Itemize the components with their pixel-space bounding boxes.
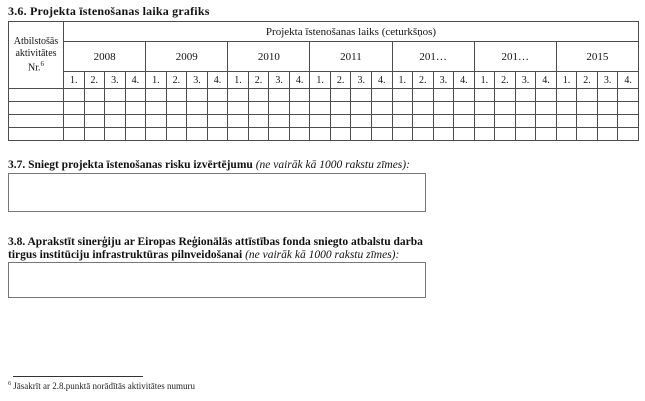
- table-row: [9, 102, 639, 115]
- quarter-cell[interactable]: [269, 128, 290, 141]
- footnote-text: Jāsakrīt ar 2.8.punktā norādītās aktivitātes numuru: [13, 381, 195, 391]
- quarter-cell[interactable]: [146, 102, 167, 115]
- quarter-header: 4.: [536, 72, 557, 89]
- section-3-7-title-bold: 3.7. Sniegt projekta īstenošanas risku izvērtējumu: [8, 159, 253, 171]
- quarter-cell[interactable]: [577, 115, 598, 128]
- synergy-description-textbox[interactable]: [8, 262, 426, 298]
- quarter-cell[interactable]: [105, 128, 126, 141]
- quarter-cell[interactable]: [495, 115, 516, 128]
- quarter-cell[interactable]: [310, 89, 331, 102]
- quarter-cell[interactable]: [187, 102, 208, 115]
- quarter-header: 1.: [310, 72, 331, 89]
- table-row: [9, 89, 639, 102]
- quarter-cell[interactable]: [454, 102, 475, 115]
- quarter-cell[interactable]: [474, 115, 495, 128]
- quarter-cell[interactable]: [289, 115, 310, 128]
- quarter-header: 2.: [495, 72, 516, 89]
- quarter-cell[interactable]: [351, 128, 372, 141]
- quarter-cell[interactable]: [474, 128, 495, 141]
- quarter-cell[interactable]: [515, 102, 536, 115]
- quarter-cell[interactable]: [597, 89, 618, 102]
- quarter-cell[interactable]: [64, 115, 85, 128]
- footnote-separator: [13, 376, 143, 377]
- quarter-cell[interactable]: [556, 115, 577, 128]
- quarter-cell[interactable]: [556, 102, 577, 115]
- quarter-cell[interactable]: [433, 128, 454, 141]
- quarter-header: 2.: [577, 72, 598, 89]
- quarter-header: 1.: [146, 72, 167, 89]
- quarter-cell[interactable]: [330, 128, 351, 141]
- quarter-cell[interactable]: [228, 102, 249, 115]
- quarter-cell[interactable]: [166, 102, 187, 115]
- footnote-ref: 6: [8, 380, 12, 387]
- activity-number-cell[interactable]: [9, 102, 64, 115]
- quarter-cell[interactable]: [166, 128, 187, 141]
- quarter-cell[interactable]: [454, 115, 475, 128]
- quarter-cell[interactable]: [207, 89, 228, 102]
- quarter-cell[interactable]: [371, 115, 392, 128]
- section-3-8-title: [8, 236, 438, 262]
- quarter-cell[interactable]: [392, 89, 413, 102]
- quarter-cell[interactable]: [269, 115, 290, 128]
- section-3-7-title-note: (ne vairāk kā 1000 rakstu zīmes):: [255, 159, 410, 171]
- quarter-header: 2.: [413, 72, 434, 89]
- section-3-6-title: 3.6. Projekta īstenošanas laika grafiks: [8, 4, 210, 18]
- quarter-cell[interactable]: [577, 89, 598, 102]
- quarter-cell[interactable]: [64, 128, 85, 141]
- quarter-cell[interactable]: [536, 89, 557, 102]
- quarter-cell[interactable]: [248, 128, 269, 141]
- quarter-cell[interactable]: [413, 89, 434, 102]
- quarter-cell[interactable]: [618, 128, 639, 141]
- section-3-8-title-line2: tirgus institūciju infrastruktūras pilnveidošanai: [8, 249, 243, 261]
- quarter-cell[interactable]: [125, 128, 146, 141]
- quarter-cell[interactable]: [392, 102, 413, 115]
- quarter-cell[interactable]: [597, 128, 618, 141]
- quarter-cell[interactable]: [495, 102, 516, 115]
- quarter-cell[interactable]: [105, 89, 126, 102]
- quarter-cell[interactable]: [392, 128, 413, 141]
- quarter-cell[interactable]: [207, 102, 228, 115]
- quarter-cell[interactable]: [289, 128, 310, 141]
- quarter-header: 3.: [351, 72, 372, 89]
- quarter-header: 3.: [105, 72, 126, 89]
- quarter-cell[interactable]: [371, 89, 392, 102]
- quarter-cell[interactable]: [556, 128, 577, 141]
- quarter-cell[interactable]: [84, 102, 105, 115]
- quarter-cell[interactable]: [187, 115, 208, 128]
- quarter-header: 3.: [187, 72, 208, 89]
- activity-number-cell[interactable]: [9, 115, 64, 128]
- quarter-cell[interactable]: [125, 89, 146, 102]
- quarter-header: 3.: [597, 72, 618, 89]
- quarter-header: 2.: [248, 72, 269, 89]
- footnote: [8, 380, 195, 391]
- quarter-cell[interactable]: [392, 115, 413, 128]
- quarter-cell[interactable]: [105, 115, 126, 128]
- year-header: 2009: [146, 42, 228, 72]
- quarter-header: 1.: [474, 72, 495, 89]
- quarter-cell[interactable]: [187, 89, 208, 102]
- quarter-cell[interactable]: [618, 102, 639, 115]
- quarter-header: 1.: [556, 72, 577, 89]
- quarter-cell[interactable]: [64, 102, 85, 115]
- year-header: 2011: [310, 42, 392, 72]
- quarter-cell[interactable]: [433, 115, 454, 128]
- quarter-cell[interactable]: [536, 102, 557, 115]
- quarter-cell[interactable]: [577, 128, 598, 141]
- quarter-cell[interactable]: [536, 128, 557, 141]
- quarter-cell[interactable]: [84, 89, 105, 102]
- quarter-cell[interactable]: [84, 115, 105, 128]
- activity-number-header: Atbilstošās aktivitātes Nr.$^6$: [9, 22, 64, 89]
- quarter-header: 4.: [289, 72, 310, 89]
- quarter-cell[interactable]: [207, 115, 228, 128]
- quarter-header: 4.: [454, 72, 475, 89]
- quarter-cell[interactable]: [454, 89, 475, 102]
- quarter-cell[interactable]: [269, 89, 290, 102]
- quarter-cell[interactable]: [536, 115, 557, 128]
- quarter-cell[interactable]: [433, 102, 454, 115]
- quarter-cell[interactable]: [597, 115, 618, 128]
- quarter-header: 1.: [228, 72, 249, 89]
- quarter-cell[interactable]: [371, 128, 392, 141]
- quarter-cell[interactable]: [310, 128, 331, 141]
- quarter-cell[interactable]: [187, 128, 208, 141]
- quarter-cell[interactable]: [166, 89, 187, 102]
- quarter-cell[interactable]: [413, 115, 434, 128]
- year-header: 201…: [392, 42, 474, 72]
- quarter-cell[interactable]: [474, 102, 495, 115]
- quarter-cell[interactable]: [64, 89, 85, 102]
- activity-number-cell[interactable]: [9, 128, 64, 141]
- quarter-header: 4.: [618, 72, 639, 89]
- year-header: 201…: [474, 42, 556, 72]
- quarter-cell[interactable]: [495, 89, 516, 102]
- year-header: 2008: [64, 42, 146, 72]
- quarter-cell[interactable]: [515, 89, 536, 102]
- quarter-cell[interactable]: [125, 115, 146, 128]
- quarter-header: 2.: [166, 72, 187, 89]
- quarter-cell[interactable]: [474, 89, 495, 102]
- quarter-cell[interactable]: [495, 128, 516, 141]
- quarter-header: 4.: [371, 72, 392, 89]
- quarter-cell[interactable]: [515, 128, 536, 141]
- quarter-header: 1.: [392, 72, 413, 89]
- quarter-cell[interactable]: [146, 89, 167, 102]
- timeline-header: Projekta īstenošanas laiks (ceturkšņos): [64, 22, 639, 42]
- quarter-header: 4.: [207, 72, 228, 89]
- quarter-cell[interactable]: [248, 89, 269, 102]
- quarter-cell[interactable]: [289, 102, 310, 115]
- quarter-cell[interactable]: [577, 102, 598, 115]
- risk-assessment-textbox[interactable]: [8, 173, 426, 212]
- quarter-cell[interactable]: [618, 89, 639, 102]
- quarter-cell[interactable]: [351, 115, 372, 128]
- quarter-cell[interactable]: [515, 115, 536, 128]
- quarter-header: 2.: [84, 72, 105, 89]
- schedule-table: [8, 21, 639, 141]
- activity-number-cell[interactable]: [9, 89, 64, 102]
- quarter-header: 4.: [125, 72, 146, 89]
- quarter-cell[interactable]: [105, 102, 126, 115]
- quarter-cell[interactable]: [248, 115, 269, 128]
- quarter-cell[interactable]: [556, 89, 577, 102]
- section-3-8-title-line1: 3.8. Aprakstīt sinerģiju ar Eiropas Reģionālās attīstības fonda sniegto atbalstu darba: [8, 236, 423, 248]
- quarter-cell[interactable]: [207, 128, 228, 141]
- footnote-ref-marker: 6: [40, 59, 44, 68]
- quarter-header: 3.: [515, 72, 536, 89]
- quarter-cell[interactable]: [84, 128, 105, 141]
- quarter-cell[interactable]: [166, 115, 187, 128]
- year-header: 2015: [556, 42, 638, 72]
- quarter-cell[interactable]: [413, 102, 434, 115]
- quarter-header: 3.: [433, 72, 454, 89]
- section-3-7-title: [8, 159, 608, 171]
- table-row: [9, 115, 639, 128]
- quarter-cell[interactable]: [228, 89, 249, 102]
- year-header: 2010: [228, 42, 310, 72]
- quarter-cell[interactable]: [351, 89, 372, 102]
- quarter-cell[interactable]: [597, 102, 618, 115]
- quarter-cell[interactable]: [228, 115, 249, 128]
- quarter-cell[interactable]: [351, 102, 372, 115]
- quarter-cell[interactable]: [330, 89, 351, 102]
- quarter-cell[interactable]: [248, 102, 269, 115]
- quarter-cell[interactable]: [454, 128, 475, 141]
- quarter-header: 1.: [64, 72, 85, 89]
- quarter-cell[interactable]: [330, 115, 351, 128]
- quarter-cell[interactable]: [310, 102, 331, 115]
- quarter-cell[interactable]: [413, 128, 434, 141]
- quarter-cell[interactable]: [146, 128, 167, 141]
- table-row: [9, 128, 639, 141]
- quarter-cell[interactable]: [618, 115, 639, 128]
- quarter-cell[interactable]: [310, 115, 331, 128]
- quarter-cell[interactable]: [228, 128, 249, 141]
- quarter-header: 3.: [269, 72, 290, 89]
- quarter-cell[interactable]: [125, 102, 146, 115]
- quarter-header: 2.: [330, 72, 351, 89]
- quarter-cell[interactable]: [371, 102, 392, 115]
- quarter-cell[interactable]: [289, 89, 310, 102]
- quarter-cell[interactable]: [433, 89, 454, 102]
- section-3-8-title-note: (ne vairāk kā 1000 rakstu zīmes):: [245, 249, 400, 261]
- quarter-cell[interactable]: [330, 102, 351, 115]
- quarter-cell[interactable]: [269, 102, 290, 115]
- quarter-cell[interactable]: [146, 115, 167, 128]
